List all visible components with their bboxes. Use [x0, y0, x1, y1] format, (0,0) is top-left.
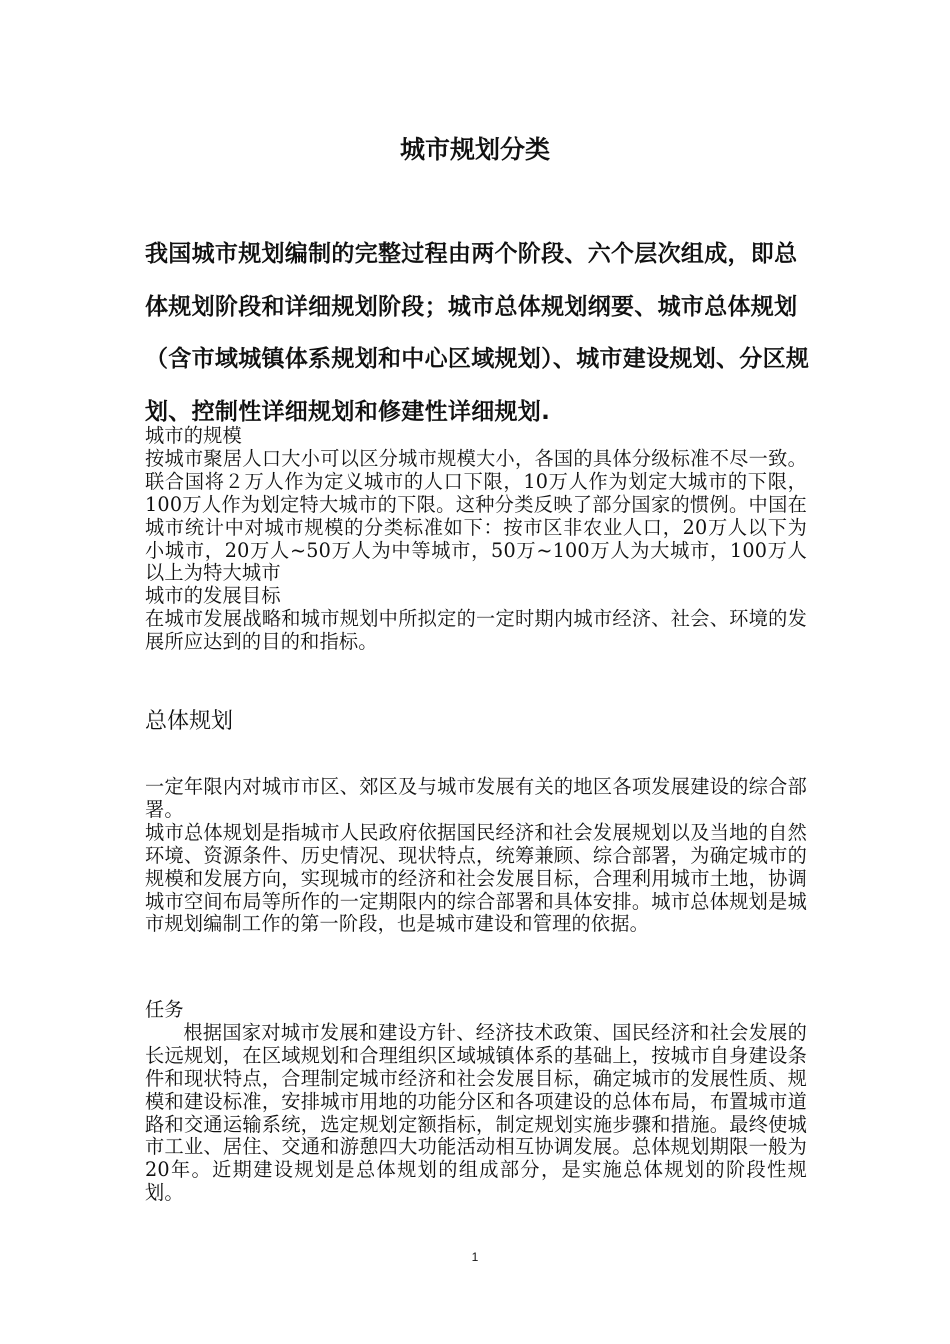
goal-paragraph: 在城市发展战略和城市规划中所拟定的一定时期内城市经济、社会、环境的发展所应达到的目的和指标。 — [145, 607, 807, 654]
scale-heading: 城市的规模 — [145, 424, 242, 447]
scale-paragraph: 按城市聚居人口大小可以区分城市规模大小，各国的具体分级标准不尽一致。联合国将２万人作为定义城市的人口下限，10万人作为划定大城市的下限，100万人作为划定特大城市的下限。这种分类反映了部分国家的惯例。中国在城市统计中对城市规模的分类标准如下：按市区非农业人口，20万人以下为小城市，20万人~50万人为中等城市，50万~100万人为大城市，100万人以上为特大城市 — [145, 446, 807, 585]
task-paragraph: 根据国家对城市发展和建设方针、经济技术政策、国民经济和社会发展的长远规划，在区域规划和合理组织区域城镇体系的基础上，按城市自身建设条件和现状特点，合理制定城市经济和社会发展目标，确定城市的发展性质、规模和建设标准，安排城市用地的功能分区和各项建设的总体布局，布置城市道路和交通运输系统，选定规划定额指标，制定规划实施步骤和措施。最终使城市工业、居住、交通和游憩四大功能活动相互协调发展。总体规划期限一般为20年。近期建设规划是总体规划的组成部分，是实施总体规划的阶段性规划。 — [145, 1020, 807, 1205]
task-heading: 任务 — [145, 998, 184, 1021]
overall-section — [145, 776, 807, 936]
overall-paragraph: 城市总体规划是指城市人民政府依据国民经济和社会发展规划以及当地的自然环境、资源条件、历史情况、现状特点，统筹兼顾、综合部署，为确定城市的规模和发展方向，实现城市的经济和社会发展目标，合理利用城市土地，协调城市空间布局等所作的一定期限内的综合部署和具体安排。城市总体规划是城市规划编制工作的第一阶段，也是城市建设和管理的依据。 — [145, 820, 807, 936]
overall-definition: 一定年限内对城市市区、郊区及与城市发展有关的地区各项发展建设的综合部署。 — [145, 775, 807, 821]
scale-section — [145, 425, 807, 654]
goal-heading: 城市的发展目标 — [145, 584, 281, 608]
intro-paragraph: 我国城市规划编制的完整过程由两个阶段、六个层次组成，即总体规划阶段和详细规划阶段；城市总体规划纲要、城市总体规划（含市域城镇体系规划和中心区域规划）、城市建设规划、分区规划、控制性详细规划和修建性详细规划. — [145, 241, 810, 425]
section-heading-overall-planning: 总体规划 — [145, 709, 234, 734]
task-section — [145, 999, 807, 1205]
page-number: 1 — [471, 1250, 479, 1264]
document-title: 城市规划分类 — [399, 135, 550, 164]
